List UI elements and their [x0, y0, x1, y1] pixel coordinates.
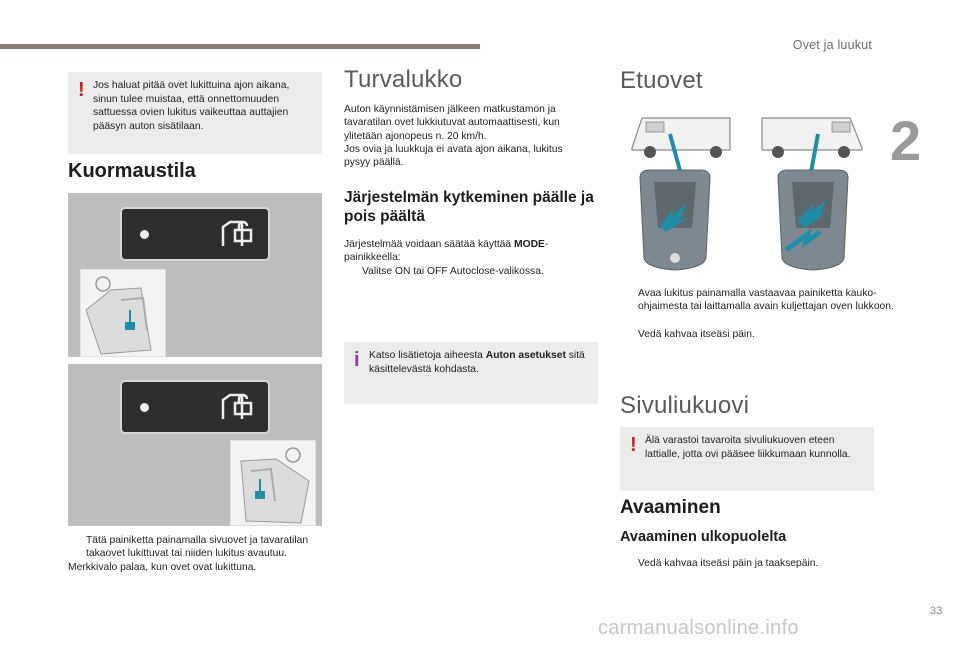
bullet-autoclose [344, 265, 602, 278]
photo-lock-button-1 [68, 193, 322, 357]
subheading-system-toggle: Järjestelmän kytkeminen päälle ja pois päältä [344, 189, 594, 225]
header-bar [0, 44, 480, 49]
indicator-light [140, 230, 149, 239]
door-lock-icon [220, 219, 254, 249]
cabin-inset-2 [230, 440, 316, 526]
warning-text: Jos haluat pitää ovet lukittuina ajon aikana, sinun tulee muistaa, että onnettomuuden sattuessa ovien lukitus vaikeuttaa auttajien pääsyn auton sisätilaan. [93, 80, 290, 132]
info-box-settings [344, 342, 598, 404]
bullet-text: Tätä painiketta painamalla sivuovet ja tavaratilan takaovet lukittuvat tai niiden lukitus avautuu. [86, 535, 309, 560]
section-heading-sivuliukuovi: Sivuliukuovi [620, 392, 750, 419]
info-icon: i [354, 349, 360, 371]
mode-instructions [344, 238, 574, 265]
bullet-text: Vedä kahvaa itseäsi päin. [638, 329, 755, 340]
warning-box-locking [68, 72, 322, 154]
handle-right-icon [778, 170, 848, 270]
subheading-opening-outside: Avaaminen ulkopuolelta [620, 529, 787, 545]
van-left-icon [632, 118, 730, 158]
indicator-note: Merkkivalo palaa, kun ovet ovat lukittuna. [68, 562, 257, 573]
bullet-unlock-remote [620, 287, 896, 314]
cabin-door-illustration [81, 270, 165, 356]
bullet-lock-button [68, 534, 340, 561]
photo-lock-button-2 [68, 364, 322, 526]
warning-box-sliding-door [620, 427, 874, 491]
lock-button-panel [122, 382, 268, 432]
van-front-doors-illustration [620, 108, 874, 276]
section-heading-kuormaustila: Kuormaustila [68, 160, 196, 182]
bullet-pull-handle [620, 328, 896, 341]
info-text-after: sitä käsittelevästä kohdasta. [369, 350, 585, 375]
chapter-number: 2 [890, 109, 922, 172]
bullet-pull-back [620, 557, 896, 570]
section-heading-etuovet: Etuovet [620, 67, 703, 94]
mode-text-before: Järjestelmää voidaan säätää käyttää [344, 239, 514, 250]
indicator-light [140, 403, 149, 412]
warning-icon: ! [78, 79, 85, 101]
warning-icon: ! [630, 434, 637, 456]
mode-text-after: -painikkeella: [344, 239, 549, 264]
turvalukko-paragraph-2: Jos ovia ja luukkuja ei avata ajon aikana, lukitus pysyy päällä. [344, 144, 563, 169]
warning-text: Älä varastoi tavaroita sivuliukuoven eteen lattialle, jotta ovi pääsee liikkumaan kunnolla. [645, 435, 851, 460]
watermark: carmanualsonline.info [598, 617, 799, 639]
info-link: Auton asetukset [485, 350, 566, 361]
turvalukko-paragraph-1: Auton käynnistämisen jälkeen matkustamon ja tavaratilan ovet lukkiutuvat automaattisesti, kun ylitetään ajonopeus n. 20 km/h. [344, 104, 560, 142]
section-heading-avaaminen: Avaaminen [620, 497, 721, 518]
cabin-inset-1 [80, 269, 166, 357]
bullet-text: Avaa lukitus painamalla vastaavaa painiketta kauko-ohjaimesta tai laittamalla avain kuljettajan oven lukkoon. [638, 288, 894, 313]
handle-left-icon [640, 170, 710, 270]
info-text [369, 349, 590, 376]
cabin-door-illustration [231, 441, 315, 525]
door-lock-icon [220, 392, 254, 422]
section-heading-turvalukko: Turvalukko [344, 66, 463, 93]
mode-button-label: MODE [514, 239, 545, 250]
van-right-icon [762, 118, 862, 158]
page-number: 33 [930, 605, 943, 617]
bullet-text: Valitse ON tai OFF Autoclose-valikossa. [362, 266, 544, 277]
bullet-text: Vedä kahvaa itseäsi päin ja taaksepäin. [638, 558, 819, 569]
info-text-before: Katso lisätietoja aiheesta [369, 350, 486, 361]
lock-button-panel [122, 209, 268, 259]
chapter-title: Ovet ja luukut [792, 38, 872, 52]
